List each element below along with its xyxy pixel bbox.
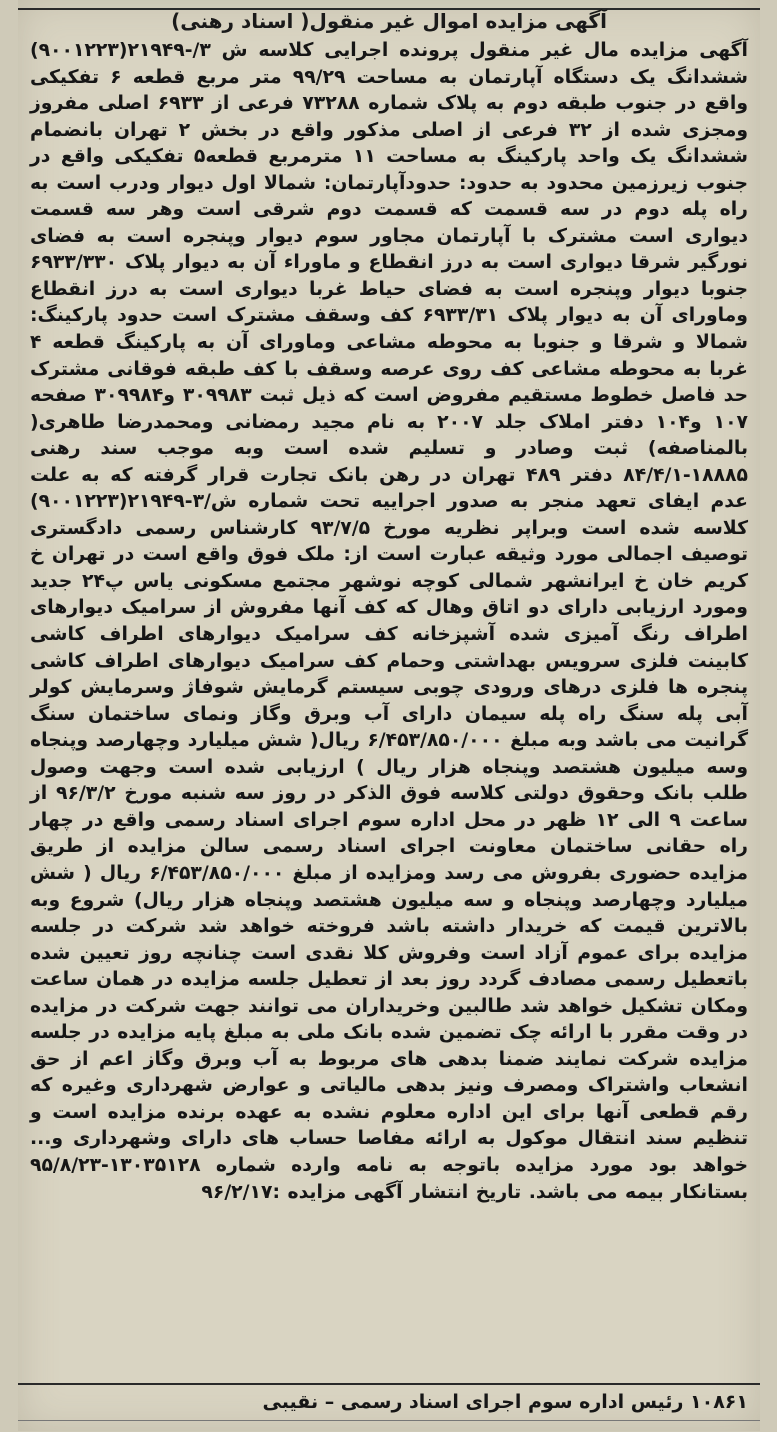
notice-signature: ۱۰۸۶۱ رئیس اداره سوم اجرای اسناد رسمی – نقیبی — [262, 1391, 748, 1413]
footer-rule — [18, 1383, 760, 1385]
notice-body: آگهی مزایده مال غیر منقول پرونده اجرایی کلاسه ش ۳/-۲۱۹۴۹(۹۰۰۱۲۲۳) ششدانگ یک دستگاه آپارتمان به مساحت ۹۹/۲۹ متر مربع قطعه ۶ تفکیکی واقع در جنوب طبقه دوم به پلاک شماره ۷۳۲۸۸ فرعی از ۶۹۳۳ اصلی مفروز ومجزی شده از ۳۲ فرعی از اصلی مذکور واقع در بخش ۲ تهران بانضمام ششدانگ یک واحد پارکینگ به مساحت ۱۱ مترمربع قطعه۵ تفکیکی واقع در جنوب زیرزمین محدود به حدود: حدودآپارتمان: شمالا اول دیوار ودرب است به راه پله دوم در سه قسمت که قسمت دوم شرقی است وهر سه قسمت دیواری است مشترک با آپارتمان مجاور سوم دیوار وپنجره است به فضای نورگیر شرقا دیواری است به درز انقطاع و ماوراء آن به دیوار پلاک ۶۹۳۳/۳۳۰ جنوبا دیوار وپنجره است به فضای حیاط غربا دیواری است به درز انقطاع وماورای آن به دیوار پلاک ۶۹۳۳/۳۱ کف وسقف مشترک است حدود پارکینگ: شمالا و شرقا و جنوبا به محوطه مشاعی وماورای آن به پارکینگ قطعه ۴ غربا به محوطه مشاعی کف روی عرصه وسقف با کف طبقه فوقانی مشترک حد فاصل خطوط مستقیم مفروض است که ذیل ثبت ۳۰۹۹۸۳ و۳۰۹۹۸۴ صفحه ۱۰۷ و۱۰۴ دفتر املاک جلد ۲۰۰۷ به نام مجید رمضانی ومحمدرضا طاهری( بالمناصفه) ثبت وصادر و تسلیم شده است وبه موجب سند رهنی ۱۸۸۸۵-۸۴/۴/۱ دفتر ۴۸۹ تهران در رهن بانک تجارت قرار گرفته که به علت عدم ایفای تعهد منجر به صدور اجراییه تحت شماره ش/۳-۲۱۹۴۹(۹۰۰۱۲۲۳) کلاسه شده است وبراپر نظریه مورخ ۹۳/۷/۵ کارشناس رسمی دادگستری توصیف اجمالی مورد وثیقه عبارت است از: ملک فوق واقع است در تهران خ کریم خان خ ایرانشهر شمالی کوچه نوشهر مجتمع مسکونی یاس پ۲۴ جدید ومورد ارزیابی دارای دو اتاق وهال که کف آنها مفروش از سرامیک دیوارهای اطراف رنگ آمیزی شده آشپزخانه کف سرامیک دیوارهای اطراف کاشی کابینت فلزی سرویس بهداشتی وحمام کف سرامیک دیوارهای اطراف کاشی پنجره ها فلزی درهای ورودی چوبی سیستم گرمایش شوفاژ وسرمایش کولر آبی پله سنگ راه پله سیمان دارای آب وبرق وگاز ونمای ساختمان سنگ گرانیت می باشد وبه مبلغ ۶/۴۵۳/۸۵۰/۰۰۰ ریال( شش میلیارد وچهارصد وپنجاه وسه میلیون هشتصد وپنجاه هزار ریال ) ارزیابی شده است وجهت وصول طلب بانک وحقوق دولتی کلاسه فوق الذکر در روز سه شنبه مورخ ۹۶/۳/۲ از ساعت ۹ الی ۱۲ ظهر در محل اداره سوم اجرای اسناد رسمی واقع در چهار راه حقانی ساختمان معاونت اجرای اسناد رسمی سالن مزایده از طریق مزایده حضوری بفروش می رسد ومزایده از مبلغ ۶/۴۵۳/۸۵۰/۰۰۰ ریال ( شش میلیارد وچهارصد وپنجاه و سه میلیون هشتصد وپنجاه هزار ریال) شروع وبه بالاترین قیمت که خریدار داشته باشد فروخته خواهد شد شرکت در جلسه مزایده برای عموم آزاد است وفروش کلا نقدی است چنانچه روز تعیین شده باتعطیل رسمی مصادف گردد روز بعد از تعطیل جلسه مزایده در همان ساعت ومکان تشکیل خواهد شد طالبین وخریداران می توانند جهت شرکت در مزایده در وقت مقرر با ارائه چک تضمین شده بانک ملی به مبلغ پایه مزایده در جلسه مزایده شرکت نمایند ضمنا بدهی های مربوط به آب وبرق وگاز اعم از حق انشعاب واشتراک ومصرف ونیز بدهی مالیاتی و عوارض شهرداری وغیره که رقم قطعی آنها برای این اداره معلوم نشده به عهده برنده مزایده است و تنظیم سند انتقال موکول به ارائه مفاصا حساب های دارای وشهرداری و... خواهد بود مورد مزایده باتوجه به نامه وارده شماره ۱۳۰۳۵۱۲۸-۹۵/۸/۲۳ بستانکار بیمه می باشد. تاریخ انتشار آگهی مزایده :۹۶/۲/۱۷ — [30, 40, 749, 1203]
bottom-edge — [18, 1420, 760, 1432]
notice-title: آگهی مزایده اموال غیر منقول( اسناد رهنی) — [171, 9, 607, 33]
newspaper-clipping — [18, 0, 760, 1431]
